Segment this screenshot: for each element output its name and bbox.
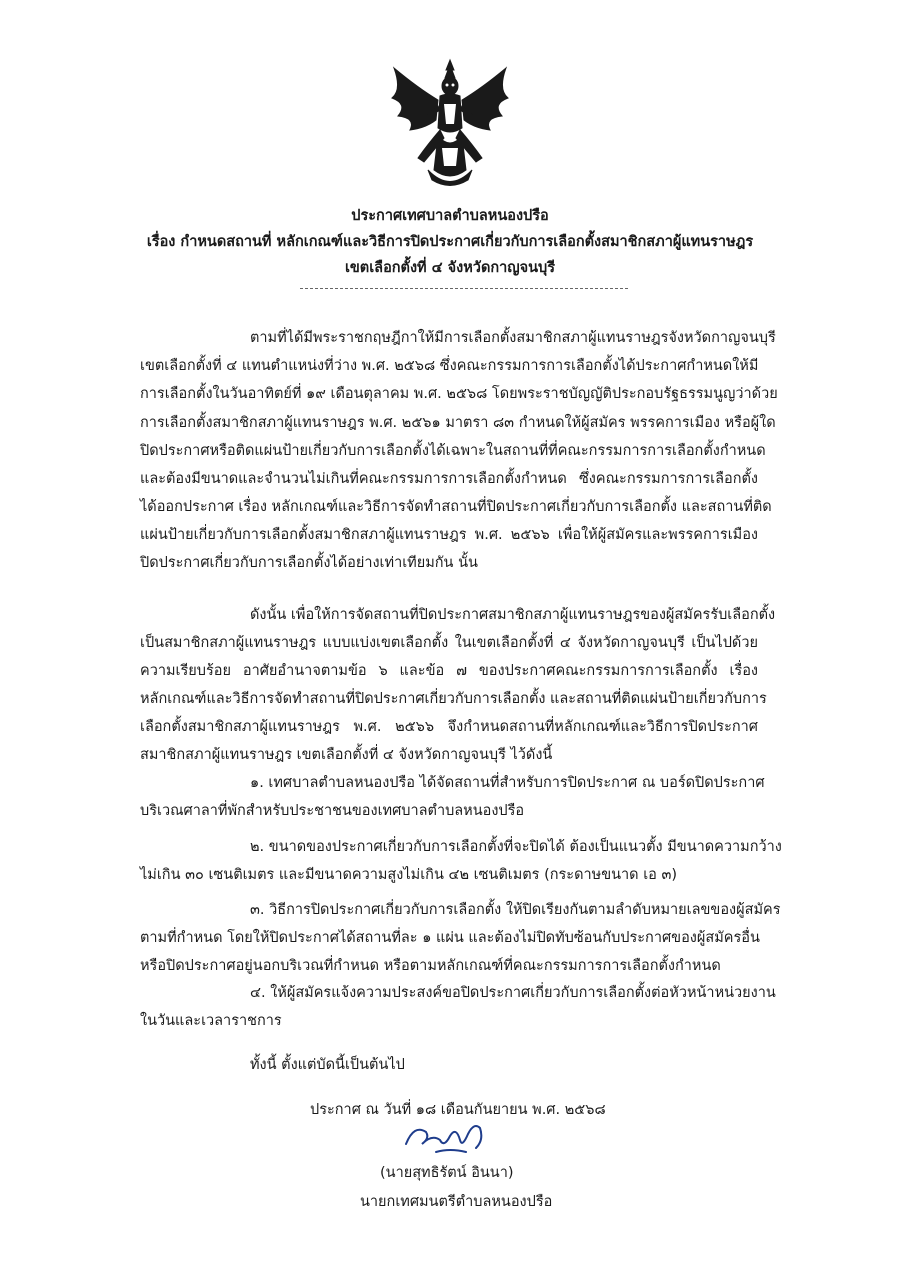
para1-line: การเลือกตั้งสมาชิกสภาผู้แทนราษฎร พ.ศ. ๒๕๖๑ มาตรา ๘๓ กำหนดให้ผู้สมัคร พรรคการเมือง หรือผู้ใด xyxy=(140,415,776,431)
handwritten-signature xyxy=(400,1118,490,1156)
item-4-cont: ในวันและเวลาราชการ xyxy=(140,1013,282,1029)
announcement-date: ประกาศ ณ วันที่ ๑๘ เดือนกันยายน พ.ศ. ๒๕๖๘ xyxy=(310,1102,606,1118)
item-3-cont: หรือปิดประกาศอยู่นอกบริเวณที่กำหนด หรือตามหลักเกณฑ์ที่คณะกรรมการการเลือกตั้งกำหนด xyxy=(140,958,721,974)
para1-line: แผ่นป้ายเกี่ยวกับการเลือกตั้งสมาชิกสภาผู้แทนราษฎร พ.ศ. ๒๕๖๖ เพื่อให้ผู้สมัครและพรรคการเมือง xyxy=(140,527,758,543)
item-1-cont: บริเวณศาลาที่พักสำหรับประชาชนของเทศบาลตำบลหนองปรือ xyxy=(140,803,525,819)
para1-line: และต้องมีขนาดและจำนวนไม่เกินที่คณะกรรมการการเลือกตั้งกำหนด ซึ่งคณะกรรมการการเลือกตั้ง xyxy=(140,471,758,487)
announcement-subject-district: เขตเลือกตั้งที่ ๔ จังหวัดกาญจนบุรี xyxy=(344,260,556,276)
para1-line: ปิดประกาศหรือติดแผ่นป้ายเกี่ยวกับการเลือกตั้งได้เฉพาะในสถานที่ที่คณะกรรมการการเลือกตั้งกำหนด xyxy=(140,443,766,459)
para1-line: ตามที่ได้มีพระราชกฤษฎีกาให้มีการเลือกตั้งสมาชิกสภาผู้แทนราษฎรจังหวัดกาญจนบุรี xyxy=(250,330,776,346)
item-1: ๑. เทศบาลตำบลหนองปรือ ได้จัดสถานที่สำหรับการปิดประกาศ ณ บอร์ดปิดประกาศ xyxy=(250,775,765,791)
signer-name: (นายสุทธิรัตน์ อินนา) xyxy=(380,1165,514,1181)
item-2: ๒. ขนาดของประกาศเกี่ยวกับการเลือกตั้งที่จะปิดได้ ต้องเป็นแนวตั้ง มีขนาดความกว้าง xyxy=(250,839,782,855)
para2-line: เลือกตั้งสมาชิกสภาผู้แทนราษฎร พ.ศ. ๒๕๖๖ จึงกำหนดสถานที่หลักเกณฑ์และวิธีการปิดประกาศ xyxy=(140,719,758,735)
announcement-title: ประกาศเทศบาลตำบลหนองปรือ xyxy=(351,208,549,224)
signer-title: นายกเทศมนตรีตำบลหนองปรือ xyxy=(360,1194,553,1210)
announcement-subject: เรื่อง กำหนดสถานที่ หลักเกณฑ์และวิธีการปิดประกาศเกี่ยวกับการเลือกตั้งสมาชิกสภาผู้แทนราษฎร xyxy=(146,234,754,250)
closing-statement: ทั้งนี้ ตั้งแต่บัดนี้เป็นต้นไป xyxy=(250,1057,405,1073)
para2-line: หลักเกณฑ์และวิธีการจัดทำสถานที่ปิดประกาศเกี่ยวกับการเลือกตั้ง และสถานที่ติดแผ่นป้ายเกี่ยวกับการ xyxy=(140,691,767,707)
para2-line: ความเรียบร้อย อาศัยอำนาจตามข้อ ๖ และข้อ ๗ ของประกาศคณะกรรมการการเลือกตั้ง เรื่อง xyxy=(140,663,758,679)
item-3: ๓. วิธีการปิดประกาศเกี่ยวกับการเลือกตั้ง ให้ปิดเรียงกันตามลำดับหมายเลขของผู้สมัคร xyxy=(250,902,781,918)
para2-line: สมาชิกสภาผู้แทนราษฎร เขตเลือกตั้งที่ ๔ จังหวัดกาญจนบุรี ไว้ดังนี้ xyxy=(140,747,553,763)
para1-line: ปิดประกาศเกี่ยวกับการเลือกตั้งได้อย่างเท่าเทียมกัน นั้น xyxy=(140,555,478,571)
garuda-emblem-icon xyxy=(388,58,512,193)
para1-line: การเลือกตั้งในวันอาทิตย์ที่ ๑๙ เดือนตุลาคม พ.ศ. ๒๕๖๘ โดยพระราชบัญญัติประกอบรัฐธรรมนูญว่าด้วย xyxy=(140,386,778,402)
para2-line: ดังนั้น เพื่อให้การจัดสถานที่ปิดประกาศสมาชิกสภาผู้แทนราษฎรของผู้สมัครรับเลือกตั้ง xyxy=(250,607,776,623)
para1-line: ได้ออกประกาศ เรื่อง หลักเกณฑ์และวิธีการจัดทำสถานที่ปิดประกาศเกี่ยวกับการเลือกตั้ง และสถานที่ติด xyxy=(140,499,772,515)
para2-line: เป็นสมาชิกสภาผู้แทนราษฎร แบบแบ่งเขตเลือกตั้ง ในเขตเลือกตั้งที่ ๔ จังหวัดกาญจนบุรี เป็นไปด้วย xyxy=(140,635,758,651)
divider xyxy=(300,288,628,289)
item-3-cont: ตามที่กำหนด โดยให้ปิดประกาศได้สถานที่ละ ๑ แผ่น และต้องไม่ปิดทับซ้อนกับประกาศของผู้สมัครอื่น xyxy=(140,930,760,946)
item-4: ๔. ให้ผู้สมัครแจ้งความประสงค์ขอปิดประกาศเกี่ยวกับการเลือกตั้งต่อหัวหน้าหน่วยงาน xyxy=(250,985,776,1001)
para1-line: เขตเลือกตั้งที่ ๔ แทนตำแหน่งที่ว่าง พ.ศ. ๒๕๖๘ ซึ่งคณะกรรมการการเลือกตั้งได้ประกาศกำหนดให้มี xyxy=(140,358,759,374)
item-2-cont: ไม่เกิน ๓๐ เซนติเมตร และมีขนาดความสูงไม่เกิน ๔๒ เซนติเมตร (กระดาษขนาด เอ ๓) xyxy=(140,867,678,883)
